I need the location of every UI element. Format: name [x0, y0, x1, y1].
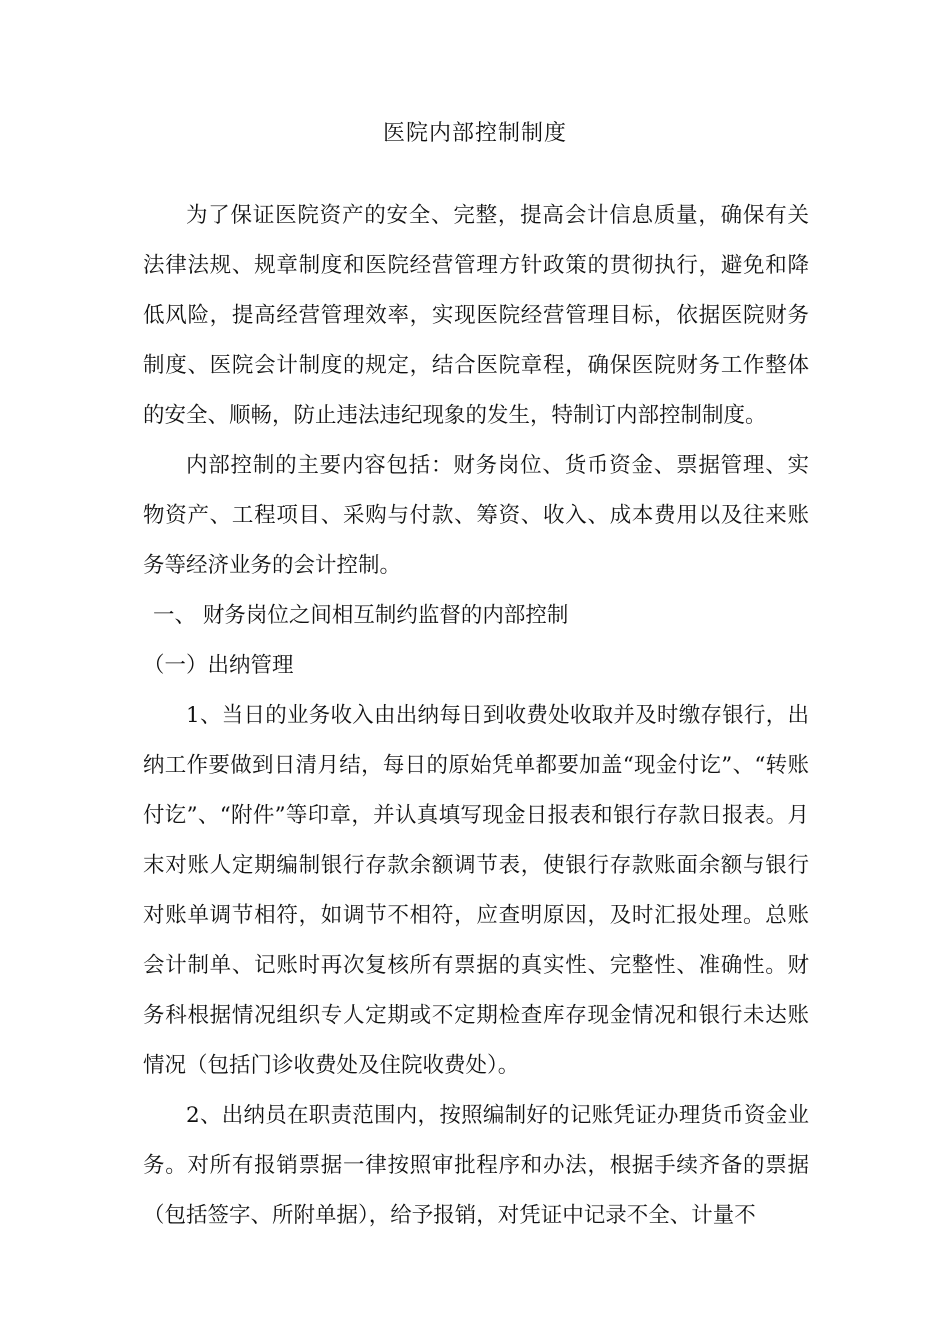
subsection-heading: （一）出纳管理: [143, 653, 294, 678]
list-item: 1、当日的业务收入由出纳每日到收费处收取并及时缴存银行，出纳工作要做到日清月结，每日的原始凭单都要加盖“现金付讫”、“转账付讫”、“附件”等印章，并认真填写现金日报表和银行存款日报表。月末对账人定期编制银行存款余额调节表，使银行存款账面余额与银行对账单调节相符，如调节不相符，应查明原因，及时汇报处理。总账会计制单、记账时再次复核所有票据的真实性、完整性、准确性。财务科根据情况组织专人定期或不定期检查库存现金情况和银行未达账情况（包括门诊收费处及住院收费处）。: [143, 703, 809, 1078]
document-title: 医院内部控制制度: [382, 121, 567, 146]
scope-paragraph: 内部控制的主要内容包括：财务岗位、货币资金、票据管理、实物资产、工程项目、采购与付款、筹资、收入、成本费用以及往来账务等经济业务的会计控制。: [143, 453, 809, 578]
list-item: 2、出纳员在职责范围内，按照编制好的记账凭证办理货币资金业务。对所有报销票据一律按照审批程序和办法，根据手续齐备的票据（包括签字、所附单据），给予报销，对凭证中记录不全、计量不: [143, 1103, 809, 1228]
document-body: [143, 191, 809, 1241]
intro-paragraph: 为了保证医院资产的安全、完整，提高会计信息质量，确保有关法律法规、规章制度和医院经营管理方针政策的贯彻执行，避免和降低风险，提高经营管理效率，实现医院经营管理目标，依据医院财务制度、医院会计制度的规定，结合医院章程，确保医院财务工作整体的安全、顺畅，防止违法违纪现象的发生，特制订内部控制制度。: [143, 203, 809, 428]
section-heading: 一、 财务岗位之间相互制约监督的内部控制: [153, 603, 569, 628]
